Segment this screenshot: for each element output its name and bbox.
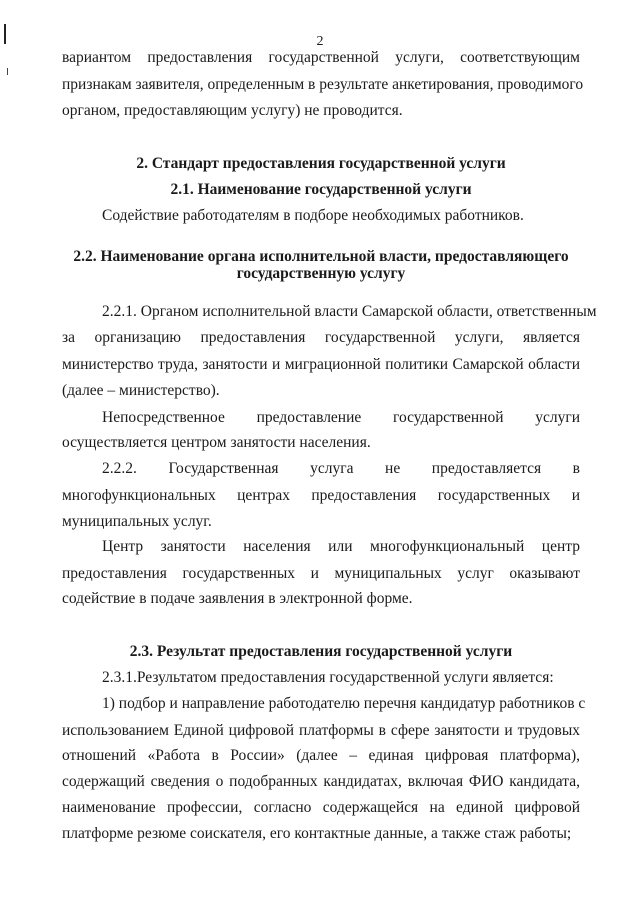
page-number: 2 xyxy=(316,34,324,49)
subsection-heading-cont: государственную услугу xyxy=(236,265,406,282)
paragraph-line: содержащий сведения о подобранных кандидатах, включая ФИО кандидата, xyxy=(62,773,580,790)
section-heading: 2. Стандарт предоставления государственной услуги xyxy=(136,155,506,172)
paragraph-line: (далее – министерство). xyxy=(62,382,220,399)
paragraph-line: содействие в подаче заявления в электронной форме. xyxy=(62,590,413,607)
paragraph-line: использованием Единой цифровой платформы в сфере занятости и трудовых xyxy=(62,722,580,739)
paragraph-line: признакам заявителя, определенным в результате анкетирования, проводимого xyxy=(62,76,584,93)
paragraph-line: наименование профессии, согласно содержащейся на единой цифровой xyxy=(62,799,580,816)
paragraph-line: Центр занятости населения или многофункциональный центр xyxy=(102,538,580,555)
paragraph-line: платформе резюме соискателя, его контактные данные, а также стаж работы; xyxy=(62,825,572,842)
margin-mark-small xyxy=(7,68,8,75)
paragraph-line: отношений «Работа в России» (далее – единая цифровая платформа), xyxy=(62,747,580,764)
paragraph-line: Непосредственное предоставление государственной услуги xyxy=(102,409,580,426)
paragraph-line: осуществляется центром занятости населения. xyxy=(62,434,371,451)
paragraph-line: органом, предоставляющим услугу) не проводится. xyxy=(62,102,403,119)
paragraph-line: 1) подбор и направление работодателю перечня кандидатур работников с xyxy=(102,695,586,712)
paragraph-line: муниципальных услуг. xyxy=(62,513,212,530)
paragraph-line: 2.2.2. Государственная услуга не предоставляется в xyxy=(102,460,580,477)
paragraph-line: многофункциональных центрах предоставления государственных и xyxy=(62,487,580,504)
subsection-heading: 2.1. Наименование государственной услуги xyxy=(170,181,472,198)
subsection-heading: 2.2. Наименование органа исполнительной власти, предоставляющего xyxy=(73,248,569,265)
paragraph-line: 2.3.1.Результатом предоставления государственной услуги является: xyxy=(102,669,554,686)
paragraph-line: министерство труда, занятости и миграционной политики Самарской области xyxy=(62,356,580,373)
paragraph-line: 2.2.1. Органом исполнительной власти Самарской области, ответственным xyxy=(102,303,597,320)
paragraph-line: за организацию предоставления государственной услуги, является xyxy=(62,329,580,346)
paragraph-line: предоставления государственных и муниципальных услуг оказывают xyxy=(62,565,580,582)
paragraph-line: Содействие работодателям в подборе необходимых работников. xyxy=(102,207,524,224)
paragraph-line: вариантом предоставления государственной услуги, соответствующим xyxy=(62,49,580,66)
subsection-heading: 2.3. Результат предоставления государственной услуги xyxy=(129,643,513,660)
